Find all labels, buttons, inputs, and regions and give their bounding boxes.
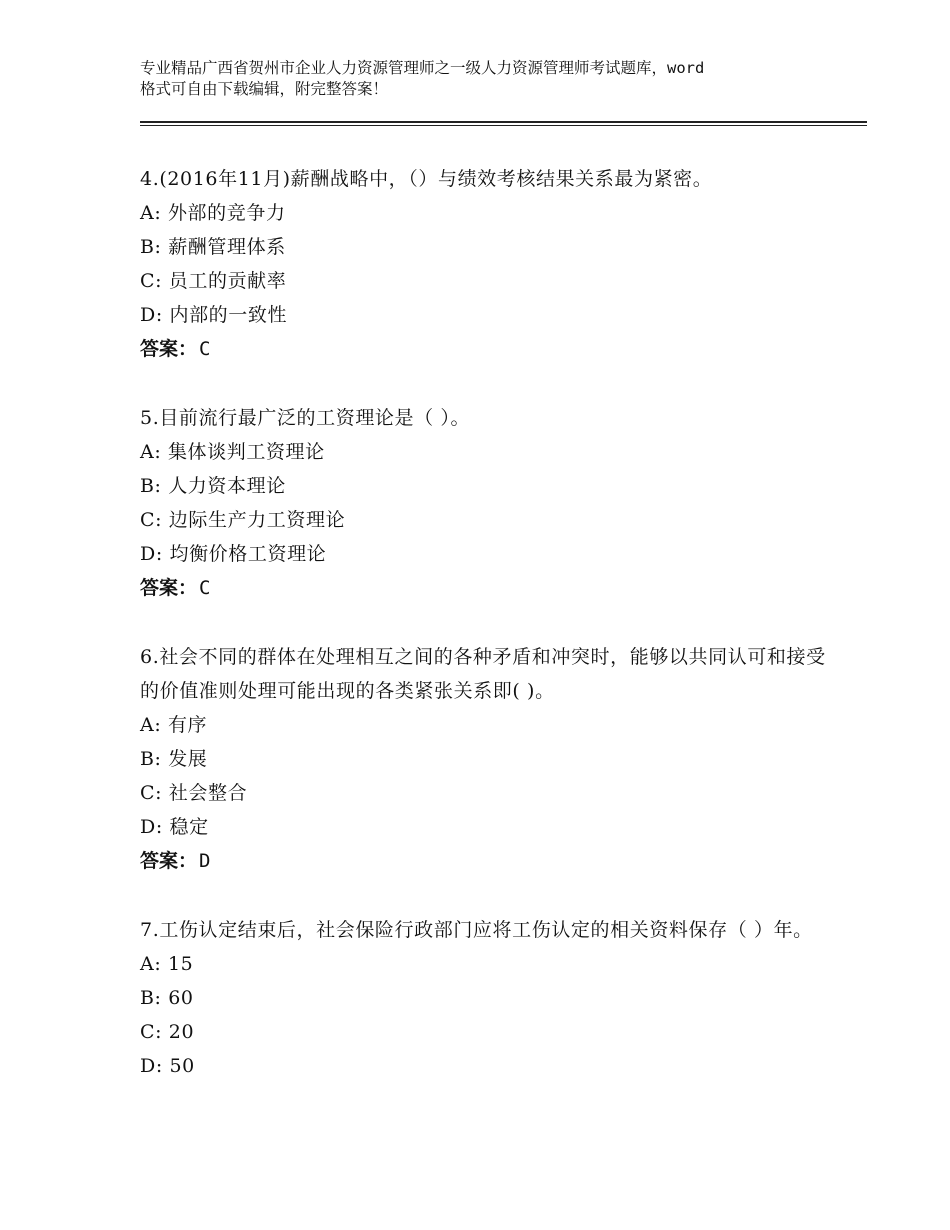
option-d: D: 50 xyxy=(140,1055,195,1077)
option-b: B: 60 xyxy=(140,987,194,1009)
question-7 xyxy=(140,913,840,1083)
answer-line xyxy=(140,332,840,366)
option-d: D: 均衡价格工资理论 xyxy=(140,543,327,565)
question-6 xyxy=(140,640,840,878)
question-stem: 7.工伤认定结束后，社会保险行政部门应将工伤认定的相关资料保存（ ）年。 xyxy=(140,919,813,941)
header-divider-thin xyxy=(140,125,867,126)
answer-label: 答案： xyxy=(140,577,198,599)
document-header: 专业精品广西省贺州市企业人力资源管理师之一级人力资源管理师考试题库，word 格式可自由下载编辑，附完整答案！ xyxy=(140,59,705,98)
question-4 xyxy=(140,162,840,366)
header-divider xyxy=(140,121,867,123)
answer-value: D xyxy=(199,850,211,872)
option-b: B: 发展 xyxy=(140,748,208,770)
answer-value: C xyxy=(199,338,211,360)
option-a: A: 有序 xyxy=(140,714,208,736)
option-d: D: 稳定 xyxy=(140,816,209,838)
option-c: C: 社会整合 xyxy=(140,782,248,804)
option-d: D: 内部的一致性 xyxy=(140,304,288,326)
answer-label: 答案： xyxy=(140,338,198,360)
question-list xyxy=(140,162,840,1118)
option-a: A: 集体谈判工资理论 xyxy=(140,441,325,463)
option-b: B: 人力资本理论 xyxy=(140,475,286,497)
option-c: C: 员工的贡献率 xyxy=(140,270,287,292)
option-c: C: 20 xyxy=(140,1021,195,1043)
option-c: C: 边际生产力工资理论 xyxy=(140,509,346,531)
question-stem: 5.目前流行最广泛的工资理论是（ ）。 xyxy=(140,407,471,429)
question-stem: 4.(2016年11月)薪酬战略中，（）与绩效考核结果关系最为紧密。 xyxy=(140,168,713,190)
question-stem: 6.社会不同的群体在处理相互之间的各种矛盾和冲突时，能够以共同认可和接受的价值准则处理可能出现的各类紧张关系即( )。 xyxy=(140,646,826,702)
option-a: A: 外部的竞争力 xyxy=(140,202,286,224)
question-5 xyxy=(140,401,840,605)
option-a: A: 15 xyxy=(140,953,194,975)
answer-value: C xyxy=(199,577,211,599)
answer-label: 答案： xyxy=(140,850,198,872)
answer-line xyxy=(140,571,840,605)
option-b: B: 薪酬管理体系 xyxy=(140,236,286,258)
answer-line xyxy=(140,844,840,878)
